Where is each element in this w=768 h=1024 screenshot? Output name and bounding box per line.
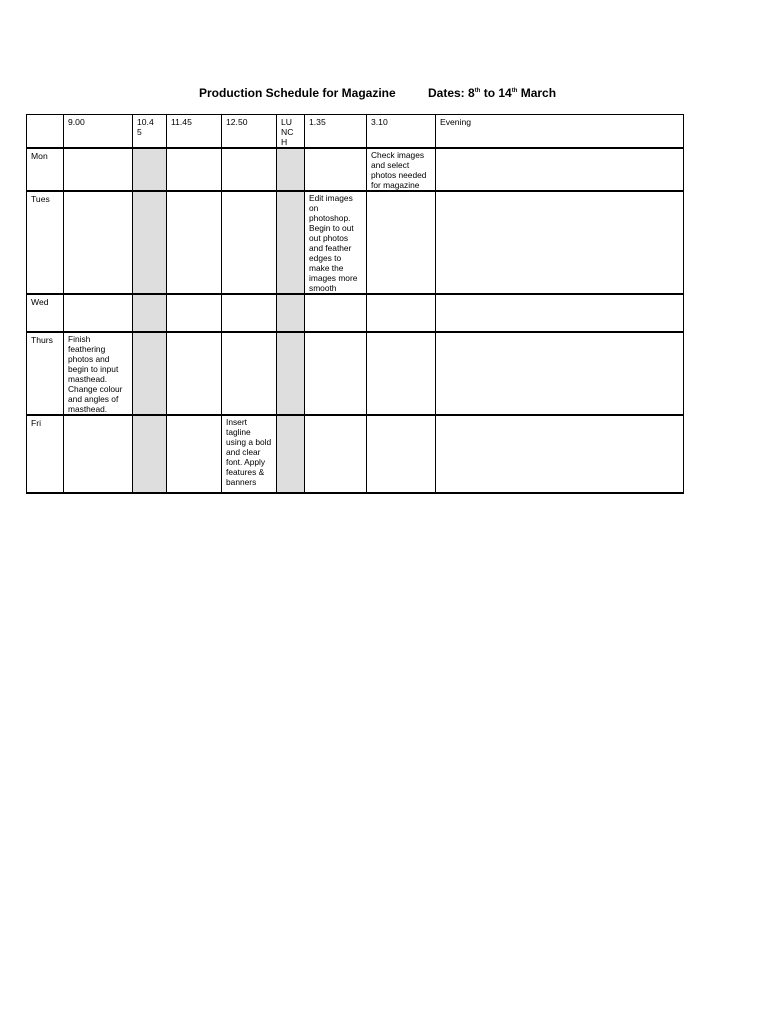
- schedule-cell: [133, 415, 167, 493]
- time-slot-header: 12.50: [222, 115, 277, 149]
- schedule-cell: [277, 148, 305, 191]
- schedule-cell: Insert tagline using a bold and clear font. Apply features & banners: [222, 415, 277, 493]
- schedule-cell: Edit images on photoshop. Begin to out out photos and feather edges to make the images more smooth: [305, 191, 367, 294]
- schedule-cell: [64, 191, 133, 294]
- schedule-cell: [305, 294, 367, 332]
- document-dates: [428, 86, 556, 100]
- header-cell-blank: [27, 115, 64, 149]
- schedule-cell: [133, 148, 167, 191]
- schedule-cell: [222, 191, 277, 294]
- table-row: [27, 415, 684, 493]
- day-label: Wed: [27, 294, 64, 332]
- schedule-cell: [367, 294, 436, 332]
- schedule-cell: [167, 191, 222, 294]
- dates-suffix: March: [517, 86, 557, 100]
- schedule-cell: Finish feathering photos and begin to input masthead. Change colour and angles of masthead.: [64, 332, 133, 415]
- time-slot-header: 9.00: [64, 115, 133, 149]
- schedule-cell: [436, 332, 684, 415]
- schedule-cell: [436, 415, 684, 493]
- time-slot-header: 10.4 5: [133, 115, 167, 149]
- day-label: Tues: [27, 191, 64, 294]
- document-title: Production Schedule for Magazine: [199, 86, 396, 100]
- schedule-cell: [367, 332, 436, 415]
- schedule-cell: [133, 191, 167, 294]
- schedule-cell: [277, 332, 305, 415]
- schedule-table: [26, 114, 684, 494]
- schedule-cell: [64, 294, 133, 332]
- schedule-cell: [167, 332, 222, 415]
- dates-prefix: Dates: 8: [428, 86, 475, 100]
- schedule-cell: [167, 294, 222, 332]
- table-row: [27, 148, 684, 191]
- schedule-cell: [367, 415, 436, 493]
- schedule-cell: [133, 294, 167, 332]
- dates-sup-end: th: [511, 88, 518, 94]
- schedule-cell: [305, 415, 367, 493]
- time-slot-header: 3.10: [367, 115, 436, 149]
- schedule-cell: [133, 332, 167, 415]
- time-slot-header: LU NC H: [277, 115, 305, 149]
- schedule-cell: [167, 148, 222, 191]
- table-row: [27, 294, 684, 332]
- table-header-row: [27, 115, 684, 149]
- schedule-cell: [277, 294, 305, 332]
- day-label: Thurs: [27, 332, 64, 415]
- time-slot-header: 1.35: [305, 115, 367, 149]
- table-row: [27, 332, 684, 415]
- schedule-cell: [305, 148, 367, 191]
- time-slot-header: Evening: [436, 115, 684, 149]
- schedule-cell: [64, 415, 133, 493]
- schedule-cell: [64, 148, 133, 191]
- schedule-cell: [277, 415, 305, 493]
- day-label: Fri: [27, 415, 64, 493]
- schedule-cell: [167, 415, 222, 493]
- document-header: [0, 86, 768, 104]
- schedule-cell: [305, 332, 367, 415]
- schedule-cell: [436, 294, 684, 332]
- schedule-cell: [436, 148, 684, 191]
- dates-middle: to 14: [480, 86, 512, 100]
- schedule-cell: [222, 148, 277, 191]
- schedule-cell: [277, 191, 305, 294]
- schedule-cell: [222, 294, 277, 332]
- schedule-cell: Check images and select photos needed for magazine: [367, 148, 436, 191]
- time-slot-header: 11.45: [167, 115, 222, 149]
- schedule-cell: [222, 332, 277, 415]
- schedule-cell: [367, 191, 436, 294]
- day-label: Mon: [27, 148, 64, 191]
- dates-sup-start: th: [474, 88, 481, 94]
- schedule-cell: [436, 191, 684, 294]
- table-row: [27, 191, 684, 294]
